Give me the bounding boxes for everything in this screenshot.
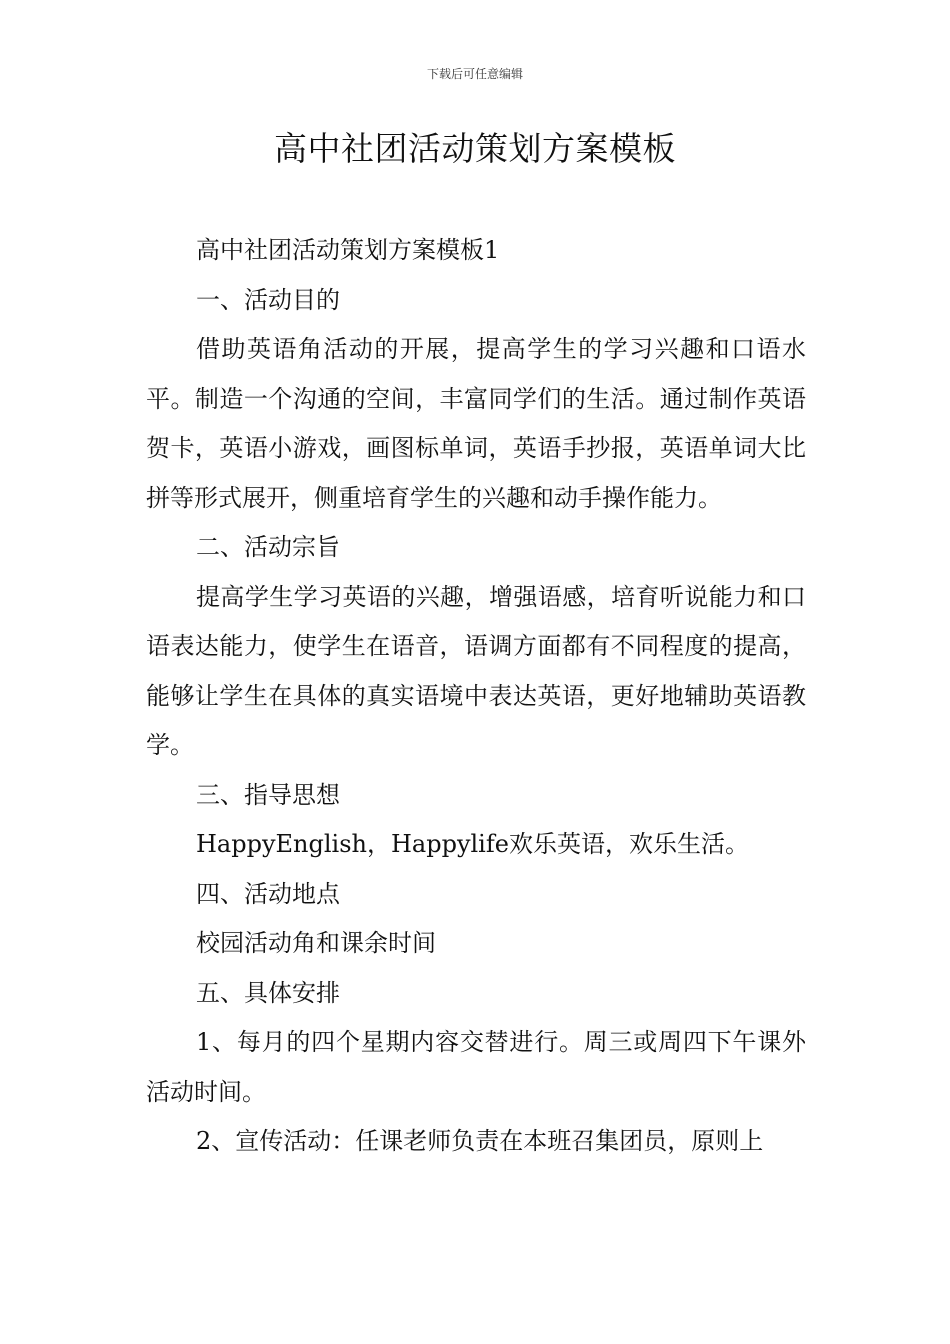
paragraph-aim: 提高学生学习英语的兴趣，增强语感，培育听说能力和口语表达能力，使学生在语音，语调方面都有不同程度的提高，能够让学生在具体的真实语境中表达英语，更好地辅助英语教学。 (146, 582, 806, 759)
header-note: 下载后可任意编辑 (426, 67, 523, 81)
section-heading-arrangement: 五、具体安排 (196, 978, 340, 1007)
document-body (146, 226, 806, 1167)
section-heading-guiding-idea: 三、指导思想 (196, 780, 340, 809)
section-heading-location: 四、活动地点 (196, 879, 340, 908)
paragraph-arrangement-1: 1、每月的四个星期内容交替进行。周三或周四下午课外活动时间。 (146, 1028, 806, 1106)
paragraph-location: 校园活动角和课余时间 (196, 929, 436, 957)
paragraph-purpose: 借助英语角活动的开展，提高学生的学习兴趣和口语水平。制造一个沟通的空间，丰富同学们的生活。通过制作英语贺卡，英语小游戏，画图标单词，英语手抄报，英语单词大比拼等形式展开，侧重培育学生的兴趣和动手操作能力。 (146, 335, 806, 512)
paragraph-guiding-idea: HappyEnglish，Happylife欢乐英语，欢乐生活。 (196, 830, 749, 858)
section-heading-purpose: 一、活动目的 (196, 285, 340, 314)
section-heading-aim: 二、活动宗旨 (196, 533, 340, 561)
paragraph-arrangement-2: 2、宣传活动：任课老师负责在本班召集团员，原则上 (196, 1127, 764, 1155)
document-title: 高中社团活动策划方案模板 (274, 129, 676, 168)
section-heading-plan-1: 高中社团活动策划方案模板1 (196, 236, 500, 264)
